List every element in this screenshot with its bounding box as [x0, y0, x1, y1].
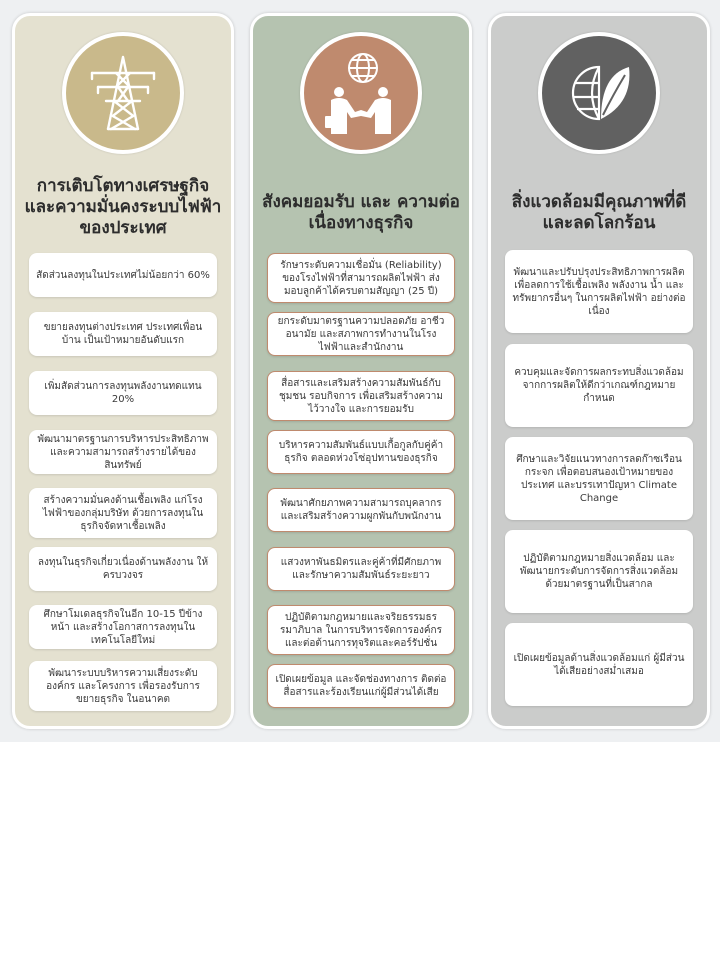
column-social-acceptance [250, 13, 472, 729]
list-item: เปิดเผยข้อมูล และจัดช่องทางการ ติดต่อสื่อสารและร้องเรียนแก่ผู้มีส่วนได้เสีย [267, 664, 455, 708]
list-item: เพิ่มสัดส่วนการลงทุนพลังงานทดแทน 20% [29, 371, 217, 415]
column-environment [488, 13, 710, 729]
list-item: ควบคุมและจัดการผลกระทบสิ่งแวดล้อม จากการผลิตให้ดีกว่าเกณฑ์กฎหมายกำหนด [505, 344, 693, 427]
list-item: ปฏิบัติตามกฎหมายสิ่งแวดล้อม และพัฒนายกระดับการจัดการสิ่งแวดล้อม ด้วยมาตรฐานที่เป็นสากล [505, 530, 693, 613]
list-item: พัฒนาศักยภาพความสามารถบุคลากร และเสริมสร้างความผูกพันกับพนักงาน [267, 488, 455, 532]
list-item: พัฒนาระบบบริหารความเสี่ยงระดับองค์กร และโครงการ เพื่อรองรับการขยายธุรกิจ ในอนาคต [29, 661, 217, 711]
power-tower-icon [62, 32, 184, 154]
list-item: ลงทุนในธุรกิจเกี่ยวเนื่องด้านพลังงาน ให้ครบวงจร [29, 547, 217, 591]
list-item: บริหารความสัมพันธ์แบบเกื้อกูลกับคู่ค้าธุรกิจ ตลอดห่วงโซ่อุปทานของธุรกิจ [267, 430, 455, 474]
list-item: เปิดเผยข้อมูลด้านสิ่งแวดล้อมแก่ ผู้มีส่วนได้เสียอย่างสม่ำเสมอ [505, 623, 693, 706]
column-title: สิ่งแวดล้อมมีคุณภาพที่ดี และลดโลกร้อน [511, 192, 687, 233]
list-item: สัดส่วนลงทุนในประเทศไม่น้อยกว่า 60% [29, 253, 217, 297]
column-title: สังคมยอมรับ และ ความต่อเนื่องทางธุรกิจ [262, 192, 460, 233]
list-item: สร้างความมั่นคงด้านเชื้อเพลิง แก่โรงไฟฟ้าของกลุ่มบริษัท ด้วยการลงทุนในธุรกิจจัดหาเชื้อเพลิง [29, 488, 217, 538]
list-item: รักษาระดับความเชื่อมั่น (Reliability) ของโรงไฟฟ้าที่สามารถผลิตไฟฟ้า ส่งมอบลูกค้าได้ครบตามสัญญา (25 ปี) [267, 253, 455, 303]
list-item: ปฏิบัติตามกฎหมายและจริยธรรมธรรมาภิบาล ในการบริหารจัดการองค์กร และต่อต้านการทุจริตและคอร์รัปชั่น [267, 605, 455, 655]
column-title: การเติบโตทางเศรษฐกิจ และความมั่นคงระบบไฟฟ้า ของประเทศ [24, 176, 222, 238]
list-item: ขยายลงทุนต่างประเทศ ประเทศเพื่อนบ้าน เป็นเป้าหมายอันดับแรก [29, 312, 217, 356]
list-item: สื่อสารและเสริมสร้างความสัมพันธ์กับชุมชน รอบกิจการ เพื่อเสริมสร้างความไว้วางใจ และการยอมรับ [267, 371, 455, 421]
list-item: พัฒนามาตรฐานการบริหารประสิทธิภาพ และความสามารถสร้างรายได้ของสินทรัพย์ [29, 430, 217, 474]
globe-leaf-icon [538, 32, 660, 154]
list-item: ยกระดับมาตรฐานความปลอดภัย อาชีวอนามัย และสภาพการทำงานในโรงไฟฟ้าและสำนักงาน [267, 312, 455, 356]
list-item: แสวงหาพันธมิตรและคู่ค้าที่มีศักยภาพ และรักษาความสัมพันธ์ระยะยาว [267, 547, 455, 591]
column-economic-growth [12, 13, 234, 729]
list-item: พัฒนาและปรับปรุงประสิทธิภาพการผลิต เพื่อลดการใช้เชื้อเพลิง พลังงาน น้ำ และทรัพยากรอื่นๆ ในการผลิตไฟฟ้า อย่างต่อเนื่อง [505, 250, 693, 333]
handshake-globe-icon [300, 32, 422, 154]
list-item: ศึกษาและวิจัยแนวทางการลดก๊าซเรือนกระจก เพื่อตอบสนองเป้าหมายของประเทศ และบรรเทาปัญหา Climate Change [505, 437, 693, 520]
list-item: ศึกษาโมเดลธุรกิจในอีก 10-15 ปีข้างหน้า และสร้างโอกาสการลงทุนในเทคโนโลยีใหม่ [29, 605, 217, 649]
